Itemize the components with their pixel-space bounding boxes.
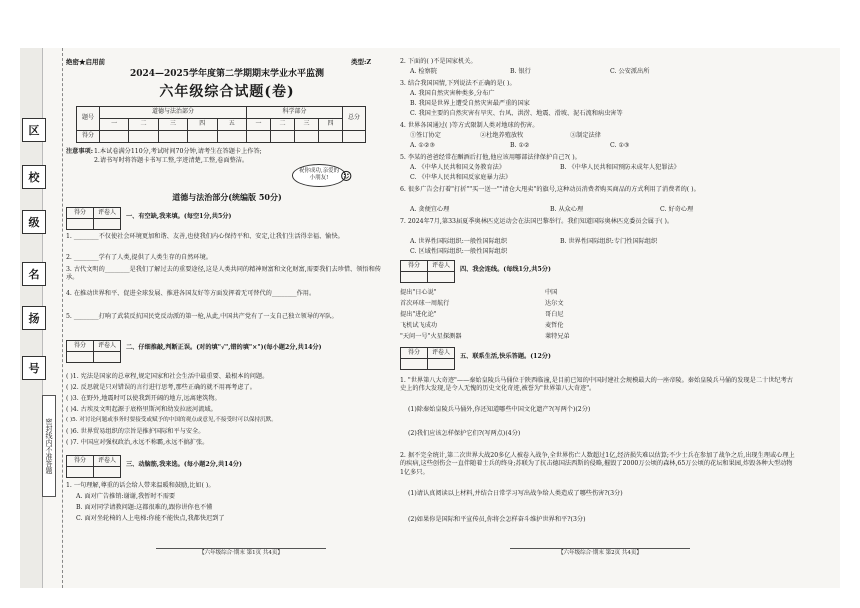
judge-item-7: ( )7. 中国应对强权政治,永远不称霸,永远不搞扩张。 [66,439,209,446]
choice-q4-option-c: C. ①③ [610,142,630,149]
binding-label-class: 级 [22,210,46,234]
grader-name-cell[interactable] [428,359,455,370]
score-cell[interactable] [100,131,129,143]
choice-q6-option-a: A. 贪便宜心理 [410,206,450,213]
grader-name-label: 评卷人 [428,261,455,272]
binding-label-school: 校 [22,165,46,189]
choice-q7-option-b: B. 世界性国际组织:专门性国际组织 [560,238,658,245]
score-table-col: 三 [295,119,319,131]
choice-q3-option-b: B. 我国是世界上遭受自然灾害最严重的国家 [410,100,530,107]
grader-score-label: 得分 [67,208,94,219]
choice-q6-option-c: C. 好奇心理 [660,206,694,213]
grader-box-4 [400,260,455,283]
score-table [76,106,366,143]
score-table-col: 五 [217,119,247,131]
section-1-title: 一、有空缺,我来填。(每空1分,共5分) [126,213,232,220]
judge-item-5: ( )5. 对讨论问题或事务时要接受或赋予的中国的观点或意见,不接受时可以保持沉默。 [66,417,277,423]
choice-q1-option-a: A. 面对广告推销:谢谢,我暂时不需要 [76,493,176,500]
grader-score-label: 得分 [401,348,428,359]
exam-type: 类型:Z [351,58,372,66]
grader-box-3 [66,455,121,478]
choice-q4-sub-1: ①签订协定 [410,132,441,139]
section-3-title: 三、动脑筋,我来选。(每小题2分,共14分) [126,461,242,468]
grader-score-label: 得分 [67,456,94,467]
score-cell[interactable] [295,131,319,143]
choice-q4-option-b: B. ①② [510,142,530,149]
score-cell[interactable] [318,131,342,143]
confidential-mark: 绝密★启用前 [66,58,105,66]
section-5-title: 五、联系生活,快乐答题。(12分) [460,353,551,360]
choice-q6: 6. 很多广告会打着"打折""买一送一""清仓大甩卖"的旗号,这种动员消费者购买商品的方式利用了消费者的( )。 [400,186,700,193]
part-title: 道德与法治部分(统编版 50分) [172,192,282,202]
section-1-item-1: 1. ________不仅使社会环境更加和谐、友善,也使我们内心保持平和、安定,让我们生活得幸福、愉快。 [66,233,344,240]
section-1-item-3: 3. 古代文明的________是我们了解过去的重要途径,这是人类共同的精神财富和文化财富,需要我们去珍惜、领悟和传承。 [66,266,381,282]
choice-q4-option-a: A. ①②③ [410,142,436,149]
binding-label-name: 名 [22,262,46,286]
score-table-col: 二 [271,119,295,131]
choice-q7-option-c: C. 区域性国际组织:一般性国际组织 [410,248,508,255]
choice-q7: 7. 2024年7月,第33届夏季奥林匹克运动会在法国巴黎举行。我们知道国际奥林匹克委员会属于( )。 [400,218,674,225]
score-cell[interactable] [188,131,217,143]
match-right-3[interactable]: 哥白尼 [545,311,564,318]
subject-title: 六年级综合试题(卷) [159,84,295,100]
choice-q6-option-b: B. 从众心理 [550,206,584,213]
grader-name-cell[interactable] [94,352,121,363]
choice-q2-option-c: C. 公安派出所 [610,68,650,75]
choice-q5-option-b: B. 《中华人民共和国预防未成年人犯罪法》 [560,164,680,171]
section-1-item-5: 5. ________打响了武装反抗国民党反动派的第一枪,从此,中国共产党有了一支自己独立领导的军队。 [66,313,338,320]
binding-label-district: 区 [22,118,46,142]
judge-item-1: ( )1. 宪法是国家的总章程,规定国家和社会生活中最重要、最根本的问题。 [66,373,269,380]
grader-name-cell[interactable] [94,219,121,230]
match-left-5[interactable]: "天问一号"火星探测器 [400,333,462,340]
seal-line-notice: 密封线内不准答题 [42,395,56,497]
match-right-5[interactable]: 莱特兄弟 [545,333,570,340]
notes-label: 注意事项: [66,148,94,155]
grader-box-5 [400,347,455,370]
note-1: 1.本试卷满分110分,考试时间70分钟,请考生在答题卡上作答; [94,148,262,155]
cartoon-face-icon: ☺ [340,169,353,185]
choice-q1-option-b: B. 面对同学请教问题:这都很难的,跟你讲你也不懂 [76,504,213,511]
score-table-score-label: 得分 [77,131,100,143]
grader-name-cell[interactable] [94,467,121,478]
section-4-title: 四、我会连线。(每线1分,共5分) [460,266,551,273]
score-cell[interactable] [343,131,366,143]
choice-q5-option-c: C. 《中华人民共和国反家庭暴力法》 [410,174,512,181]
score-cell[interactable] [158,131,187,143]
essay-q1-part-2: (2)我们应该怎样保护它们?(写两点)(4分) [408,430,521,437]
grader-name-label: 评卷人 [94,456,121,467]
exam-title: 2024—2025学年度第二学期期末学业水平监测 [129,69,325,79]
section-2-title: 二、仔细推敲,判断正误。(对的填"√",错的填"×")(每小题2分,共14分) [126,344,322,351]
score-table-header-number: 题号 [77,107,100,131]
score-table-header-morality: 道德与法治部分 [100,107,247,119]
grader-score-cell[interactable] [67,352,94,363]
grader-box-1 [66,207,121,230]
binding-label-extra: 扬 [22,306,46,330]
score-table-col: 一 [247,119,271,131]
score-cell[interactable] [271,131,295,143]
grader-score-cell[interactable] [67,467,94,478]
choice-q3-option-c: C. 我国主要的自然灾害有旱灾、台风、洪涝、地震、滑坡、泥石流和病虫害等 [410,110,623,117]
essay-q2-passage: 2. 据不完全统计,第二次世界大战20多亿人被卷入战争,全世界伤亡人数超过1亿,经济损失难以估算;不少士兵在参加了战争之后,出现生理或心理上的疾病,这些创伤会一直伴随着士兵的终身;苏联为了抗击德国法西斯的侵略,摧毁了2000万公顷的森林,65万公顷的花坛和果园,炸毁各种大型动物1亿多只。 [400,452,795,476]
choice-q2-option-b: B. 银行 [510,68,531,75]
judge-item-4: ( )4. 古埃及文明起源于底格里斯河和幼发拉底河流域。 [66,406,217,413]
grader-score-label: 得分 [401,261,428,272]
cut-line [62,48,63,588]
choice-q4-sub-3: ③制定法律 [570,132,601,139]
score-table-col: 一 [100,119,129,131]
choice-q2: 2. 下面的( )不是国家机关。 [400,58,477,65]
match-right-4[interactable]: 麦哲伦 [545,322,564,329]
score-cell[interactable] [129,131,158,143]
choice-q7-option-a: A. 世界性国际组织:一般性国际组织 [410,238,508,245]
choice-q1-option-c: C. 面对坐轮椅的人上电梯:你能不能快点,我都快迟到了 [76,515,225,522]
grader-name-label: 评卷人 [428,348,455,359]
left-page-footer: 【六年级综合·期末 第1页 共4页】 [156,548,326,557]
grader-score-cell[interactable] [67,219,94,230]
choice-q3-option-a: A. 我国自然灾害种类多,分布广 [410,90,495,97]
encouragement-bubble: 祝你成功,亲爱的小朋友! [292,164,346,187]
grader-name-cell[interactable] [428,272,455,283]
essay-q2-part-2: (2)如果你是国际和平宣传员,你将会怎样奋斗维护世界和平?(3分) [408,516,586,523]
essay-q2-part-1: (1)请认真阅读以上材料,并结合日常学习写出战争给人类造成了哪些伤害?(3分) [408,490,623,497]
grader-name-label: 评卷人 [94,341,121,352]
match-left-3[interactable]: 提出"进化论" [400,311,437,318]
grader-score-cell[interactable] [401,272,428,283]
judge-item-3: ( )3. 在野外,地震时可以使我到开阔的地方,远离建筑物。 [66,395,221,402]
essay-q1-part-1: (1)除秦始皇陵兵马俑外,你还知道哪些中国文化遗产?(写两个)(2分) [408,406,591,413]
match-right-2[interactable]: 达尔文 [545,300,564,307]
score-table-col: 四 [318,119,342,131]
score-table-header-total: 总分 [343,107,366,131]
score-cell[interactable] [217,131,247,143]
essay-q1-passage: 1. "世界第八大奇迹"——秦始皇陵兵马俑位于陕西临潼,是目前已知的中国封建社会规模最大的一座帝陵。秦始皇陵兵马俑的发现是二十世纪考古史上的伟大发现,是令人无愧的历史文化奇迹,被誉为"世界第八大奇迹"。 [400,377,793,393]
match-right-1[interactable]: 中国 [545,289,558,296]
choice-q4: 4. 世界各国通过( )等方式限制人类对地球的伤害。 [400,122,539,129]
score-table-col: 二 [129,119,158,131]
choice-q5-option-a: A. 《中华人民共和国义务教育法》 [410,164,506,171]
score-table-header-science: 科学部分 [247,107,343,119]
score-cell[interactable] [247,131,271,143]
section-1-item-4: 4. 在推动世界和平、促进全球发展、推进各国友好等方面发挥着无可替代的________作用。 [66,290,316,297]
choice-q2-option-a: A. 检察院 [410,68,437,75]
grader-score-cell[interactable] [401,359,428,370]
choice-q3: 3. 结合我国国情,下列说法不正确的是( )。 [400,80,516,87]
grader-box-2 [66,340,121,363]
choice-q4-sub-2: ②杜绝养殖放牧 [480,132,524,139]
section-1-item-2: 2. ________学有了人类,提供了人类生存的自然环境。 [66,254,212,261]
match-left-4[interactable]: 飞机试飞成功 [400,322,438,329]
grader-score-label: 得分 [67,341,94,352]
score-table-col: 三 [158,119,187,131]
judge-item-2: ( )2. 反思就是只对错误的言行进行思考,那些正确的就不用再考虑了。 [66,384,256,391]
choice-q5: 5. 李某的爸爸经常在酗酒后打他,他应该用哪部法律保护自己?( )。 [400,154,581,161]
right-page-footer: 【六年级综合·期末 第2页 共4页】 [510,548,690,557]
binding-label-number: 号 [22,356,46,380]
match-left-1[interactable]: 提出"日心说" [400,289,437,296]
note-2: 2.请书写时将答题卡书写工整,字迹清楚,工整,卷面整洁。 [94,157,249,164]
choice-q1: 1. 一句理解,尊重的话会给人带来温暖和鼓励,比如( )。 [66,482,215,489]
judge-item-6: ( )6. 世界贸易组织的宗旨是推护国际和平与安全。 [66,428,205,435]
match-left-2[interactable]: 首次环球一周航行 [400,300,450,307]
grader-name-label: 评卷人 [94,208,121,219]
score-table-col: 四 [188,119,217,131]
